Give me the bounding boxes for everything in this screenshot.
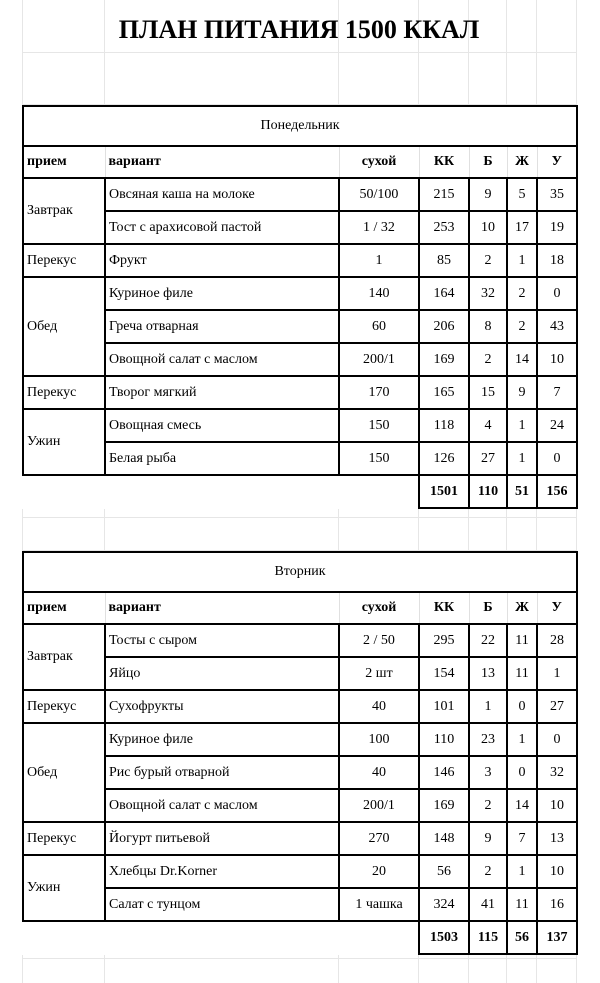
day-table bbox=[22, 105, 578, 509]
meal-name: Ужин bbox=[23, 855, 105, 921]
cell-dry: 270 bbox=[339, 822, 419, 855]
table-row bbox=[23, 310, 577, 343]
meal-group bbox=[23, 244, 577, 277]
cell-kk: 126 bbox=[419, 442, 469, 475]
table-row bbox=[23, 789, 577, 822]
column-header-option: вариант bbox=[105, 146, 339, 178]
cell-u: 0 bbox=[537, 442, 577, 475]
food-option: Яйцо bbox=[105, 657, 339, 690]
food-option: Рис бурый отварной bbox=[105, 756, 339, 789]
gridline bbox=[22, 517, 576, 518]
table-row bbox=[23, 888, 577, 921]
cell-dry: 2 / 50 bbox=[339, 624, 419, 657]
meal-group bbox=[23, 409, 577, 475]
cell-b: 1 bbox=[469, 690, 507, 723]
column-header-dry: сухой bbox=[339, 146, 419, 178]
cell-dry: 20 bbox=[339, 855, 419, 888]
table-row bbox=[23, 756, 577, 789]
cell-zh: 0 bbox=[507, 756, 537, 789]
column-header-meal: прием bbox=[23, 146, 105, 178]
column-header-kk: КК bbox=[419, 592, 469, 624]
cell-kk: 169 bbox=[419, 789, 469, 822]
table-row bbox=[23, 178, 577, 211]
cell-u: 7 bbox=[537, 376, 577, 409]
meal-group bbox=[23, 855, 577, 921]
cell-dry: 50/100 bbox=[339, 178, 419, 211]
cell-b: 2 bbox=[469, 855, 507, 888]
table-row bbox=[23, 277, 577, 310]
column-header-zh: Ж bbox=[507, 146, 537, 178]
table-row bbox=[23, 657, 577, 690]
total-zh: 56 bbox=[507, 921, 537, 954]
meal-name: Перекус bbox=[23, 690, 105, 723]
meal-group bbox=[23, 178, 577, 244]
gridline bbox=[22, 52, 576, 53]
cell-u: 32 bbox=[537, 756, 577, 789]
cell-kk: 253 bbox=[419, 211, 469, 244]
food-option: Хлебцы Dr.Korner bbox=[105, 855, 339, 888]
food-option: Куриное филе bbox=[105, 277, 339, 310]
column-header-b: Б bbox=[469, 592, 507, 624]
column-header-meal: прием bbox=[23, 592, 105, 624]
total-b: 115 bbox=[469, 921, 507, 954]
day-name: Понедельник bbox=[23, 106, 577, 146]
meal-name: Перекус bbox=[23, 376, 105, 409]
meal-name: Ужин bbox=[23, 409, 105, 475]
meal-group bbox=[23, 376, 577, 409]
food-option: Овощная смесь bbox=[105, 409, 339, 442]
food-option: Греча отварная bbox=[105, 310, 339, 343]
table-row bbox=[23, 376, 577, 409]
cell-dry: 200/1 bbox=[339, 789, 419, 822]
cell-zh: 11 bbox=[507, 888, 537, 921]
cell-zh: 7 bbox=[507, 822, 537, 855]
cell-dry: 2 шт bbox=[339, 657, 419, 690]
food-option: Куриное филе bbox=[105, 723, 339, 756]
cell-b: 3 bbox=[469, 756, 507, 789]
cell-u: 1 bbox=[537, 657, 577, 690]
day-table bbox=[22, 551, 578, 955]
table-row bbox=[23, 855, 577, 888]
total-u: 156 bbox=[537, 475, 577, 508]
column-header-zh: Ж bbox=[507, 592, 537, 624]
total-kk: 1503 bbox=[419, 921, 469, 954]
cell-zh: 1 bbox=[507, 723, 537, 756]
cell-kk: 85 bbox=[419, 244, 469, 277]
cell-zh: 1 bbox=[507, 409, 537, 442]
food-option: Сухофрукты bbox=[105, 690, 339, 723]
cell-kk: 324 bbox=[419, 888, 469, 921]
table-row bbox=[23, 211, 577, 244]
cell-u: 35 bbox=[537, 178, 577, 211]
cell-dry: 200/1 bbox=[339, 343, 419, 376]
cell-b: 15 bbox=[469, 376, 507, 409]
cell-u: 43 bbox=[537, 310, 577, 343]
table-row bbox=[23, 409, 577, 442]
cell-zh: 5 bbox=[507, 178, 537, 211]
cell-kk: 154 bbox=[419, 657, 469, 690]
meal-group bbox=[23, 624, 577, 690]
table-row bbox=[23, 822, 577, 855]
meal-name: Обед bbox=[23, 277, 105, 376]
cell-dry: 150 bbox=[339, 409, 419, 442]
food-option: Овсяная каша на молоке bbox=[105, 178, 339, 211]
cell-kk: 206 bbox=[419, 310, 469, 343]
cell-u: 0 bbox=[537, 277, 577, 310]
cell-dry: 1 / 32 bbox=[339, 211, 419, 244]
cell-u: 19 bbox=[537, 211, 577, 244]
meal-name: Обед bbox=[23, 723, 105, 822]
meal-group bbox=[23, 723, 577, 822]
cell-b: 41 bbox=[469, 888, 507, 921]
cell-kk: 165 bbox=[419, 376, 469, 409]
cell-zh: 17 bbox=[507, 211, 537, 244]
food-option: Фрукт bbox=[105, 244, 339, 277]
cell-kk: 56 bbox=[419, 855, 469, 888]
total-b: 110 bbox=[469, 475, 507, 508]
food-option: Овощной салат с маслом bbox=[105, 343, 339, 376]
totals-spacer bbox=[23, 921, 419, 954]
cell-kk: 146 bbox=[419, 756, 469, 789]
cell-zh: 11 bbox=[507, 657, 537, 690]
column-header-u: У bbox=[537, 146, 577, 178]
cell-dry: 40 bbox=[339, 690, 419, 723]
total-kk: 1501 bbox=[419, 475, 469, 508]
food-option: Белая рыба bbox=[105, 442, 339, 475]
day-name: Вторник bbox=[23, 552, 577, 592]
column-header-u: У bbox=[537, 592, 577, 624]
column-header-dry: сухой bbox=[339, 592, 419, 624]
food-option: Салат с тунцом bbox=[105, 888, 339, 921]
totals-row bbox=[23, 921, 577, 954]
cell-dry: 170 bbox=[339, 376, 419, 409]
cell-b: 2 bbox=[469, 244, 507, 277]
cell-b: 32 bbox=[469, 277, 507, 310]
cell-u: 13 bbox=[537, 822, 577, 855]
meal-group bbox=[23, 277, 577, 376]
column-header-option: вариант bbox=[105, 592, 339, 624]
cell-dry: 150 bbox=[339, 442, 419, 475]
cell-b: 4 bbox=[469, 409, 507, 442]
cell-kk: 118 bbox=[419, 409, 469, 442]
cell-u: 10 bbox=[537, 789, 577, 822]
cell-b: 10 bbox=[469, 211, 507, 244]
cell-u: 24 bbox=[537, 409, 577, 442]
totals-row bbox=[23, 475, 577, 508]
cell-kk: 101 bbox=[419, 690, 469, 723]
cell-zh: 9 bbox=[507, 376, 537, 409]
cell-dry: 100 bbox=[339, 723, 419, 756]
meal-name: Завтрак bbox=[23, 178, 105, 244]
table-row bbox=[23, 442, 577, 475]
meal-name: Перекус bbox=[23, 822, 105, 855]
table-row bbox=[23, 343, 577, 376]
cell-b: 22 bbox=[469, 624, 507, 657]
meal-name: Завтрак bbox=[23, 624, 105, 690]
cell-kk: 215 bbox=[419, 178, 469, 211]
food-option: Тост с арахисовой пастой bbox=[105, 211, 339, 244]
cell-u: 18 bbox=[537, 244, 577, 277]
cell-zh: 2 bbox=[507, 310, 537, 343]
food-option: Тосты с сыром bbox=[105, 624, 339, 657]
cell-kk: 169 bbox=[419, 343, 469, 376]
meal-group bbox=[23, 690, 577, 723]
cell-u: 10 bbox=[537, 343, 577, 376]
cell-b: 9 bbox=[469, 822, 507, 855]
cell-dry: 140 bbox=[339, 277, 419, 310]
totals-spacer bbox=[23, 475, 419, 508]
cell-dry: 60 bbox=[339, 310, 419, 343]
food-option: Творог мягкий bbox=[105, 376, 339, 409]
total-zh: 51 bbox=[507, 475, 537, 508]
cell-zh: 1 bbox=[507, 244, 537, 277]
food-option: Овощной салат с маслом bbox=[105, 789, 339, 822]
food-option: Йогурт питьевой bbox=[105, 822, 339, 855]
cell-b: 2 bbox=[469, 343, 507, 376]
cell-zh: 14 bbox=[507, 343, 537, 376]
cell-kk: 295 bbox=[419, 624, 469, 657]
cell-u: 10 bbox=[537, 855, 577, 888]
cell-u: 28 bbox=[537, 624, 577, 657]
cell-dry: 40 bbox=[339, 756, 419, 789]
cell-b: 9 bbox=[469, 178, 507, 211]
cell-zh: 0 bbox=[507, 690, 537, 723]
cell-kk: 148 bbox=[419, 822, 469, 855]
table-row bbox=[23, 624, 577, 657]
table-row bbox=[23, 690, 577, 723]
cell-kk: 110 bbox=[419, 723, 469, 756]
table-row bbox=[23, 723, 577, 756]
cell-zh: 1 bbox=[507, 442, 537, 475]
cell-zh: 1 bbox=[507, 855, 537, 888]
page-title: ПЛАН ПИТАНИЯ 1500 ККАЛ bbox=[118, 15, 480, 44]
cell-zh: 2 bbox=[507, 277, 537, 310]
table-row bbox=[23, 244, 577, 277]
meal-group bbox=[23, 822, 577, 855]
cell-b: 8 bbox=[469, 310, 507, 343]
cell-u: 0 bbox=[537, 723, 577, 756]
cell-b: 27 bbox=[469, 442, 507, 475]
cell-u: 16 bbox=[537, 888, 577, 921]
cell-b: 2 bbox=[469, 789, 507, 822]
total-u: 137 bbox=[537, 921, 577, 954]
cell-u: 27 bbox=[537, 690, 577, 723]
column-header-b: Б bbox=[469, 146, 507, 178]
gridline bbox=[22, 958, 576, 959]
cell-b: 23 bbox=[469, 723, 507, 756]
cell-b: 13 bbox=[469, 657, 507, 690]
cell-dry: 1 чашка bbox=[339, 888, 419, 921]
cell-zh: 14 bbox=[507, 789, 537, 822]
cell-dry: 1 bbox=[339, 244, 419, 277]
column-header-kk: КК bbox=[419, 146, 469, 178]
cell-kk: 164 bbox=[419, 277, 469, 310]
cell-zh: 11 bbox=[507, 624, 537, 657]
meal-name: Перекус bbox=[23, 244, 105, 277]
